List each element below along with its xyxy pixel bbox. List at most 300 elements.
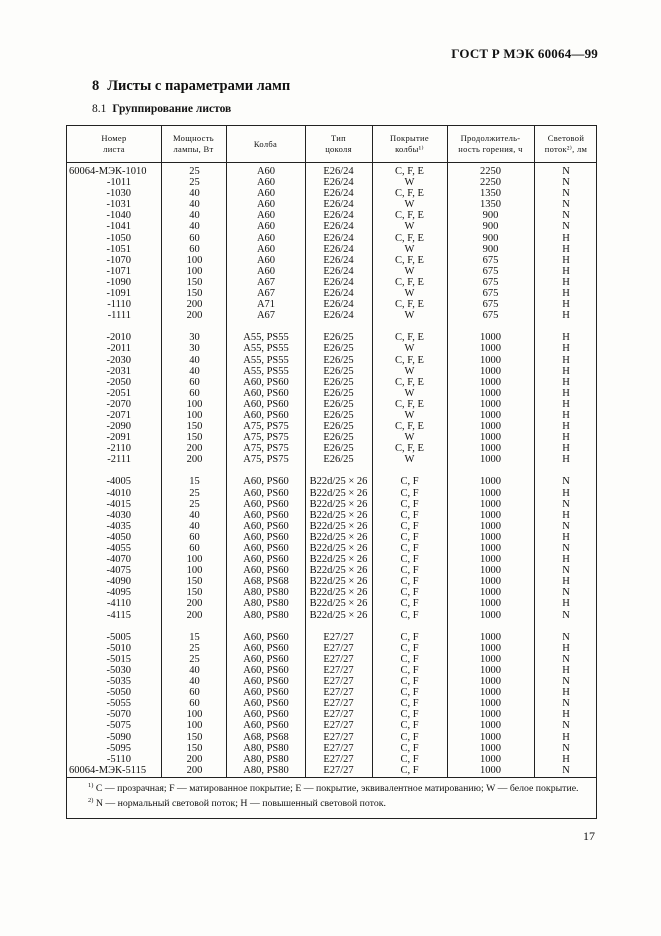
cell-power: 200 (186, 310, 203, 322)
cell-sheet-number: -5050 (106, 687, 131, 699)
cell-luminous-flux: H (562, 343, 570, 355)
footnote-2-text: N — нормальный световой поток; Н — повышенный световой поток. (95, 798, 386, 809)
cell-bulb: A60, PS60 (243, 531, 289, 543)
cell-power: 60 (189, 387, 200, 399)
table-row (67, 543, 598, 554)
footnote-2 (76, 795, 590, 810)
cell-sheet-number: -1111 (107, 310, 131, 322)
cell-coating: C, F (400, 609, 419, 621)
cell-luminous-flux: H (562, 332, 570, 344)
table-row (67, 565, 598, 576)
cell-sheet-number: -5005 (106, 631, 131, 643)
cell-lifetime: 1000 (480, 687, 501, 699)
cell-luminous-flux: N (562, 498, 570, 510)
cell-bulb: A60, PS60 (243, 565, 289, 577)
table-row (67, 687, 598, 698)
cell-luminous-flux: H (562, 354, 570, 366)
cell-power: 150 (186, 731, 203, 743)
cell-base-type: E27/27 (323, 742, 354, 754)
cell-base-type: E26/24 (323, 177, 354, 189)
cell-lifetime: 1000 (480, 543, 501, 554)
cell-base-type: E27/27 (323, 698, 354, 710)
cell-bulb: A60 (256, 166, 276, 177)
table-row (67, 576, 598, 587)
cell-luminous-flux: H (562, 310, 570, 322)
table-row (67, 665, 598, 676)
cell-base-type: E26/25 (323, 343, 354, 355)
cell-luminous-flux: H (562, 531, 570, 543)
cell-power: 40 (189, 664, 200, 676)
cell-lifetime: 1000 (480, 487, 501, 499)
cell-coating: W (404, 409, 415, 421)
cell-luminous-flux: H (562, 387, 570, 399)
cell-lifetime: 1000 (480, 653, 501, 665)
cell-lifetime: 1000 (480, 664, 501, 676)
section-heading (92, 78, 290, 95)
cell-bulb: A60, PS60 (243, 409, 289, 421)
cell-coating: C, F (400, 520, 419, 532)
cell-sheet-number: -4030 (106, 509, 131, 521)
cell-luminous-flux: N (562, 720, 570, 732)
cell-base-type: B22d/25 × 26 (309, 554, 368, 566)
cell-luminous-flux: H (562, 398, 570, 410)
cell-bulb: A80, PS80 (243, 764, 289, 776)
cell-luminous-flux: H (562, 288, 570, 300)
cell-luminous-flux: H (562, 487, 570, 499)
table-row (67, 432, 598, 443)
cell-power: 40 (189, 221, 200, 233)
cell-sheet-number: -5110 (106, 753, 131, 765)
cell-sheet-number: -5095 (106, 742, 131, 754)
cell-bulb: A68, PS68 (243, 576, 289, 588)
cell-bulb: A60 (256, 221, 276, 233)
table-row (67, 244, 598, 255)
cell-luminous-flux: H (562, 432, 570, 444)
cell-bulb: A60, PS60 (243, 653, 289, 665)
cell-lifetime: 675 (482, 310, 499, 322)
cell-bulb: A75, PS75 (243, 432, 289, 444)
cell-base-type: E26/24 (323, 210, 354, 222)
cell-lifetime: 1000 (480, 676, 501, 688)
cell-bulb: A60 (256, 210, 276, 222)
table-row (67, 454, 598, 465)
table-row (67, 355, 598, 366)
cell-base-type: E27/27 (323, 653, 354, 665)
cell-base-type: E27/27 (323, 731, 354, 743)
table-row (67, 377, 598, 388)
subsection-title: Группирование листов (112, 103, 232, 115)
cell-coating: C, F (400, 531, 419, 543)
table-row (67, 410, 598, 421)
cell-sheet-number: -4095 (106, 587, 131, 599)
cell-power: 15 (189, 631, 200, 643)
cell-power: 150 (186, 276, 203, 288)
footnote-1-mark: 1) (88, 782, 94, 789)
table-row (67, 177, 598, 188)
cell-coating: C, F (400, 598, 419, 610)
cell-base-type: E26/24 (323, 310, 354, 322)
cell-lifetime: 900 (482, 221, 499, 233)
cell-sheet-number: -1030 (106, 188, 131, 200)
cell-lifetime: 675 (482, 299, 499, 311)
cell-power: 25 (189, 177, 200, 189)
cell-sheet-number: -5090 (106, 731, 131, 743)
cell-coating: C, F (400, 487, 419, 499)
table-row (67, 199, 598, 210)
cell-base-type: E26/25 (323, 454, 354, 466)
table-row (67, 643, 598, 654)
cell-coating: C, F (400, 509, 419, 521)
table-row (67, 554, 598, 565)
cell-coating: C, F, E (395, 276, 424, 288)
cell-bulb: A75, PS75 (243, 454, 289, 466)
cell-coating: C, F, E (395, 188, 424, 200)
cell-coating: W (404, 365, 415, 377)
cell-lifetime: 675 (482, 265, 499, 277)
cell-luminous-flux: N (562, 653, 570, 665)
table-row (67, 521, 598, 532)
cell-coating: W (404, 432, 415, 444)
lamp-data-table (66, 125, 597, 819)
cell-base-type: E26/25 (323, 376, 354, 388)
cell-base-type: E27/27 (323, 764, 354, 776)
cell-base-type: E26/24 (323, 221, 354, 233)
cell-base-type: E27/27 (323, 687, 354, 699)
cell-sheet-number: -1031 (106, 199, 131, 211)
cell-bulb: A80, PS80 (243, 753, 289, 765)
column-header-lifetime: Продолжитель- ность горения, ч (458, 133, 523, 154)
cell-bulb: A55, PS55 (243, 354, 289, 366)
cell-luminous-flux: N (562, 476, 570, 488)
cell-coating: C, F, E (395, 210, 424, 222)
table-row (67, 510, 598, 521)
cell-power: 100 (186, 254, 203, 266)
cell-sheet-number: -4115 (106, 609, 131, 621)
cell-sheet-number: -2111 (107, 454, 131, 466)
cell-coating: C, F (400, 543, 419, 554)
cell-lifetime: 2250 (480, 166, 501, 177)
cell-lifetime: 1000 (480, 376, 501, 388)
cell-luminous-flux: N (562, 543, 570, 554)
cell-luminous-flux: H (562, 254, 570, 266)
cell-base-type: E26/24 (323, 166, 354, 177)
cell-sheet-number: -4035 (106, 520, 131, 532)
cell-lifetime: 1000 (480, 753, 501, 765)
column-header-bulb: Колба (253, 138, 278, 149)
cell-lifetime: 1350 (480, 188, 501, 200)
cell-lifetime: 1000 (480, 720, 501, 732)
cell-bulb: A60, PS60 (243, 664, 289, 676)
cell-lifetime: 1000 (480, 387, 501, 399)
cell-coating: C, F, E (395, 421, 424, 433)
cell-power: 100 (186, 709, 203, 721)
cell-power: 25 (189, 166, 200, 177)
cell-sheet-number: -4090 (106, 576, 131, 588)
cell-coating: C, F (400, 731, 419, 743)
cell-coating: C, F (400, 698, 419, 710)
cell-coating: C, F (400, 753, 419, 765)
table-row (67, 598, 598, 609)
cell-lifetime: 1000 (480, 454, 501, 466)
table-row (67, 343, 598, 354)
group-spacer (67, 321, 598, 332)
cell-lifetime: 1000 (480, 498, 501, 510)
cell-bulb: A60 (256, 254, 276, 266)
cell-sheet-number: -4070 (106, 554, 131, 566)
table-row (67, 288, 598, 299)
cell-luminous-flux: H (562, 276, 570, 288)
cell-luminous-flux: H (562, 687, 570, 699)
cell-lifetime: 675 (482, 254, 499, 266)
footnote-2-mark: 2) (88, 797, 94, 804)
table-row (67, 765, 598, 776)
page-number: 17 (583, 829, 595, 843)
cell-base-type: B22d/25 × 26 (309, 487, 368, 499)
cell-coating: C, F (400, 565, 419, 577)
table-body (67, 166, 598, 776)
cell-base-type: E26/25 (323, 354, 354, 366)
cell-lifetime: 2250 (480, 177, 501, 189)
cell-bulb: A60, PS60 (243, 709, 289, 721)
table-row (67, 698, 598, 709)
cell-coating: C, F, E (395, 254, 424, 266)
table-row (67, 255, 598, 266)
table-row (67, 221, 598, 232)
cell-lifetime: 1000 (480, 742, 501, 754)
footnote-1 (76, 780, 590, 795)
cell-luminous-flux: H (562, 376, 570, 388)
cell-bulb: A60, PS60 (243, 720, 289, 732)
cell-coating: C, F (400, 587, 419, 599)
cell-power: 30 (189, 343, 200, 355)
cell-bulb: A60 (256, 232, 276, 244)
cell-lifetime: 1000 (480, 731, 501, 743)
column-header-sheet-number: Номер листа (101, 133, 127, 154)
cell-power: 150 (186, 421, 203, 433)
cell-sheet-number: -1070 (106, 254, 131, 266)
table-row (67, 421, 598, 432)
table-row (67, 332, 598, 343)
cell-coating: W (404, 243, 415, 255)
cell-bulb: A80, PS80 (243, 609, 289, 621)
cell-power: 40 (189, 210, 200, 222)
cell-base-type: E26/25 (323, 387, 354, 399)
cell-power: 150 (186, 742, 203, 754)
cell-power: 100 (186, 554, 203, 566)
cell-coating: C, F, E (395, 166, 424, 177)
section-title: Листы с параметрами ламп (107, 78, 291, 94)
cell-base-type: B22d/25 × 26 (309, 587, 368, 599)
table-row (67, 210, 598, 221)
cell-coating: C, F, E (395, 232, 424, 244)
cell-luminous-flux: N (562, 210, 570, 222)
cell-luminous-flux: H (562, 232, 570, 244)
cell-sheet-number: -2071 (106, 409, 131, 421)
cell-coating: C, F (400, 664, 419, 676)
cell-base-type: E26/24 (323, 232, 354, 244)
cell-lifetime: 1000 (480, 698, 501, 710)
cell-bulb: A60, PS60 (243, 698, 289, 710)
cell-power: 200 (186, 299, 203, 311)
header-divider (67, 162, 596, 163)
cell-bulb: A60, PS60 (243, 642, 289, 654)
cell-power: 60 (189, 232, 200, 244)
cell-base-type: B22d/25 × 26 (309, 598, 368, 610)
cell-lifetime: 1000 (480, 365, 501, 377)
cell-coating: C, F (400, 498, 419, 510)
cell-coating: W (404, 387, 415, 399)
cell-coating: W (404, 288, 415, 300)
cell-coating: C, F (400, 742, 419, 754)
cell-power: 60 (189, 687, 200, 699)
cell-base-type: B22d/25 × 26 (309, 565, 368, 577)
cell-luminous-flux: N (562, 631, 570, 643)
cell-coating: C, F, E (395, 299, 424, 311)
cell-bulb: A60 (256, 243, 276, 255)
cell-coating: W (404, 310, 415, 322)
table-row (67, 610, 598, 621)
cell-power: 40 (189, 199, 200, 211)
cell-coating: C, F (400, 676, 419, 688)
cell-bulb: A80, PS80 (243, 742, 289, 754)
cell-base-type: E26/24 (323, 288, 354, 300)
cell-base-type: E27/27 (323, 720, 354, 732)
cell-bulb: A60 (256, 188, 276, 200)
cell-power: 60 (189, 531, 200, 543)
cell-power: 200 (186, 753, 203, 765)
cell-bulb: A67 (256, 310, 276, 322)
cell-bulb: A60, PS60 (243, 376, 289, 388)
cell-lifetime: 1000 (480, 587, 501, 599)
cell-coating: C, F, E (395, 376, 424, 388)
cell-base-type: E26/25 (323, 409, 354, 421)
cell-base-type: E27/27 (323, 676, 354, 688)
cell-power: 150 (186, 288, 203, 300)
table-row (67, 443, 598, 454)
cell-bulb: A67 (256, 288, 276, 300)
cell-sheet-number: -1011 (106, 177, 131, 189)
cell-coating: C, F, E (395, 354, 424, 366)
cell-luminous-flux: N (562, 199, 570, 211)
cell-power: 100 (186, 720, 203, 732)
cell-lifetime: 1000 (480, 354, 501, 366)
cell-lifetime: 1350 (480, 199, 501, 211)
cell-sheet-number: -4005 (106, 476, 131, 488)
cell-coating: C, F, E (395, 332, 424, 344)
cell-luminous-flux: H (562, 509, 570, 521)
table-row (67, 266, 598, 277)
cell-lifetime: 1000 (480, 598, 501, 610)
document-header: ГОСТ Р МЭК 60064—99 (451, 46, 598, 61)
cell-sheet-number: -5035 (106, 676, 131, 688)
table-row (67, 166, 598, 177)
cell-luminous-flux: H (562, 421, 570, 433)
cell-sheet-number: -1091 (106, 288, 131, 300)
cell-coating: C, F, E (395, 398, 424, 410)
table-row (67, 676, 598, 687)
cell-coating: C, F (400, 653, 419, 665)
cell-power: 40 (189, 188, 200, 200)
cell-power: 40 (189, 676, 200, 688)
cell-luminous-flux: N (562, 676, 570, 688)
cell-sheet-number: -5030 (106, 664, 131, 676)
cell-bulb: A60, PS60 (243, 509, 289, 521)
cell-luminous-flux: N (562, 520, 570, 532)
cell-base-type: B22d/25 × 26 (309, 520, 368, 532)
table-row (67, 366, 598, 377)
cell-base-type: E27/27 (323, 642, 354, 654)
cell-luminous-flux: N (562, 742, 570, 754)
footnotes (67, 778, 596, 810)
cell-luminous-flux: N (562, 609, 570, 621)
cell-lifetime: 900 (482, 210, 499, 222)
cell-base-type: E27/27 (323, 753, 354, 765)
cell-base-type: E27/27 (323, 631, 354, 643)
cell-lifetime: 1000 (480, 398, 501, 410)
cell-bulb: A60 (256, 177, 276, 189)
cell-base-type: E26/25 (323, 398, 354, 410)
column-header-coating: Покрытие колбы¹⁾ (390, 133, 429, 154)
cell-power: 150 (186, 432, 203, 444)
cell-luminous-flux: H (562, 554, 570, 566)
cell-power: 25 (189, 642, 200, 654)
table-row (67, 632, 598, 643)
cell-bulb: A55, PS55 (243, 332, 289, 344)
cell-power: 40 (189, 509, 200, 521)
cell-bulb: A60, PS60 (243, 387, 289, 399)
cell-sheet-number: -1041 (106, 221, 131, 233)
cell-coating: C, F (400, 576, 419, 588)
cell-sheet-number: -4015 (106, 498, 131, 510)
cell-coating: C, F (400, 631, 419, 643)
cell-power: 30 (189, 332, 200, 344)
table-row (67, 654, 598, 665)
table-row (67, 709, 598, 720)
cell-power: 40 (189, 365, 200, 377)
cell-power: 150 (186, 587, 203, 599)
group-spacer (67, 621, 598, 632)
cell-base-type: B22d/25 × 26 (309, 476, 368, 488)
cell-bulb: A67 (256, 276, 276, 288)
cell-luminous-flux: N (562, 166, 570, 177)
cell-power: 40 (189, 354, 200, 366)
table-row (67, 233, 598, 244)
table-row (67, 388, 598, 399)
subsection-heading (92, 103, 231, 115)
cell-base-type: E26/25 (323, 432, 354, 444)
cell-sheet-number: -5070 (106, 709, 131, 721)
cell-lifetime: 1000 (480, 642, 501, 654)
cell-sheet-number: -2010 (106, 332, 131, 344)
cell-coating: C, F (400, 764, 419, 776)
cell-lifetime: 1000 (480, 609, 501, 621)
cell-bulb: A60, PS60 (243, 487, 289, 499)
cell-base-type: B22d/25 × 26 (309, 509, 368, 521)
cell-sheet-number: -1040 (106, 210, 131, 222)
cell-lifetime: 1000 (480, 631, 501, 643)
cell-luminous-flux: H (562, 664, 570, 676)
cell-base-type: E26/24 (323, 254, 354, 266)
cell-base-type: B22d/25 × 26 (309, 543, 368, 554)
cell-bulb: A60, PS60 (243, 398, 289, 410)
cell-luminous-flux: N (562, 177, 570, 189)
cell-bulb: A60, PS60 (243, 687, 289, 699)
table-row (67, 277, 598, 288)
cell-sheet-number: -1090 (106, 276, 131, 288)
cell-bulb: A60, PS60 (243, 498, 289, 510)
column-header-base-type: Тип цоколя (325, 133, 352, 154)
cell-lifetime: 1000 (480, 576, 501, 588)
